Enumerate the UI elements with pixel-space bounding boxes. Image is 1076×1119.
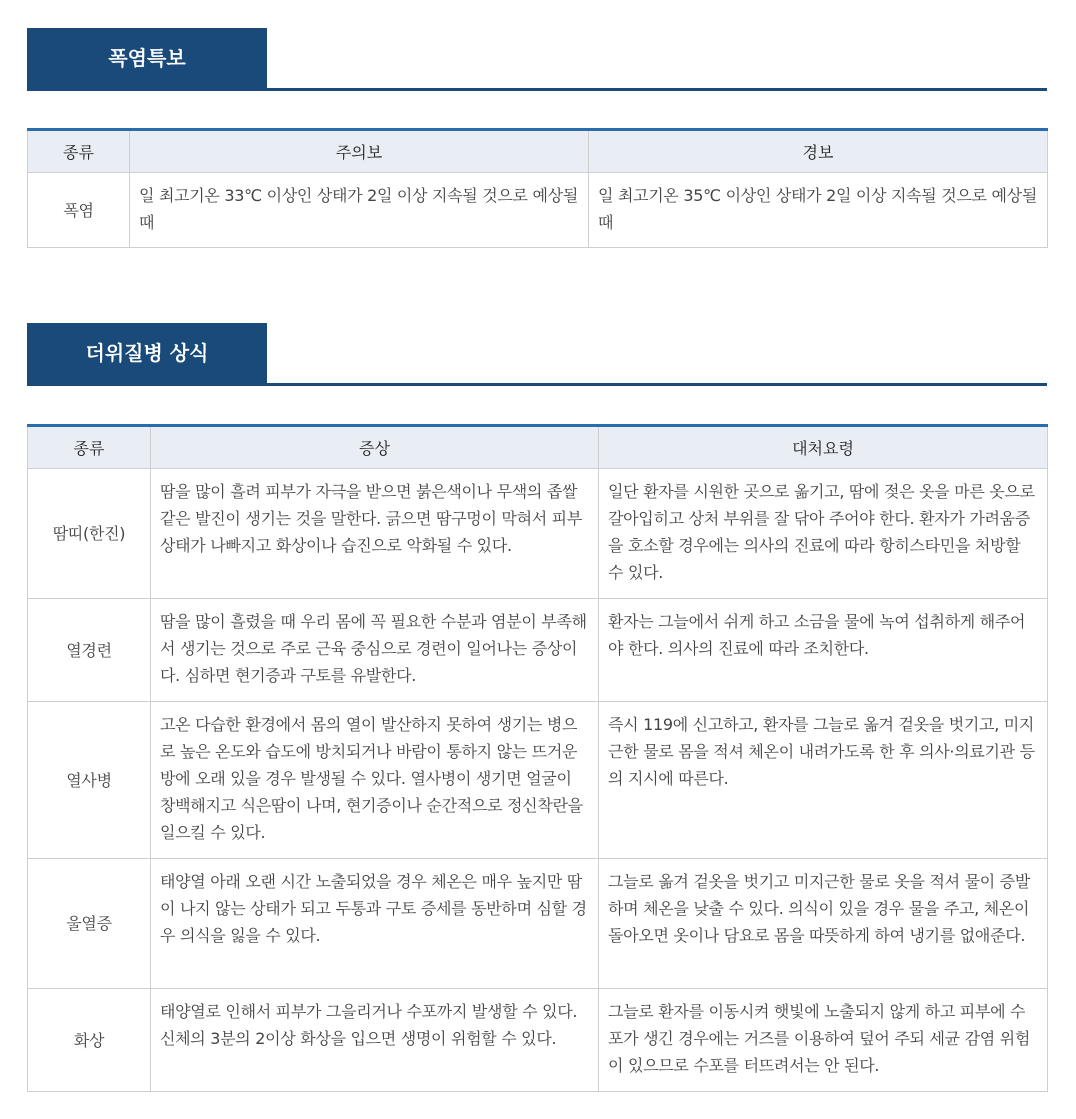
table-header-row bbox=[28, 426, 1048, 469]
table-row bbox=[28, 599, 1048, 702]
warning-criteria: 일 최고기온 35℃ 이상인 상태가 2일 이상 지속될 것으로 예상될 때 bbox=[589, 173, 1048, 248]
response-text: 그늘로 옮겨 겉옷을 벗기고 미지근한 물로 옷을 적셔 물이 증발하며 체온을 낮출 수 있다. 의식이 있을 경우 물을 주고, 체온이 돌아오면 옷이나 담요로 몸을 따뜻하게 하여 냉기를 없애준다. bbox=[599, 859, 1048, 989]
response-text: 환자는 그늘에서 쉬게 하고 소금을 물에 녹여 섭취하게 해주어야 한다. 의사의 진료에 따라 조치한다. bbox=[599, 599, 1048, 702]
response-text: 즉시 119에 신고하고, 환자를 그늘로 옮겨 겉옷을 벗기고, 미지근한 물로 몸을 적셔 체온이 내려가도록 한 후 의사·의료기관 등의 지시에 따른다. bbox=[599, 702, 1048, 859]
column-header-type: 종류 bbox=[28, 426, 151, 469]
heat-advisory-title: 폭염특보 bbox=[27, 28, 267, 88]
heat-illness-table bbox=[27, 424, 1048, 1092]
symptom-text: 고온 다습한 환경에서 몸의 열이 발산하지 못하여 생기는 병으로 높은 온도와 습도에 방치되거나 바람이 통하지 않는 뜨거운 방에 오래 있을 경우 발생될 수 있다. 열사병이 생기면 얼굴이 창백해지고 식은땀이 나며, 현기증이나 순간적으로 정신착란을 일으킬 수 있다. bbox=[151, 702, 599, 859]
symptom-text: 태양열 아래 오랜 시간 노출되었을 경우 체온은 매우 높지만 땀이 나지 않는 상태가 되고 두통과 구토 증세를 동반하며 심할 경우 의식을 잃을 수 있다. bbox=[151, 859, 599, 989]
symptom-text: 땀을 많이 흘려 피부가 자극을 받으면 붉은색이나 무색의 좁쌀 같은 발진이 생기는 것을 말한다. 긁으면 땀구멍이 막혀서 피부 상태가 나빠지고 화상이나 습진으로 악화될 수 있다. bbox=[151, 469, 599, 599]
row-type: 폭염 bbox=[28, 173, 130, 248]
response-text: 일단 환자를 시원한 곳으로 옮기고, 땀에 젖은 옷을 마른 옷으로 갈아입히고 상처 부위를 잘 닦아 주어야 한다. 환자가 가려움증을 호소할 경우에는 의사의 진료에 따라 항히스타민을 처방할 수 있다. bbox=[599, 469, 1048, 599]
symptom-text: 태양열로 인해서 피부가 그을리거나 수포까지 발생할 수 있다. 신체의 3분의 2이상 화상을 입으면 생명이 위험할 수 있다. bbox=[151, 989, 599, 1092]
row-type: 울열증 bbox=[28, 859, 151, 989]
column-header-symptom: 증상 bbox=[151, 426, 599, 469]
table-header-row bbox=[28, 130, 1048, 173]
column-header-warning: 경보 bbox=[589, 130, 1048, 173]
column-header-advisory: 주의보 bbox=[130, 130, 589, 173]
column-header-type: 종류 bbox=[28, 130, 130, 173]
heat-advisory-table bbox=[27, 128, 1048, 248]
heat-illness-title: 더위질병 상식 bbox=[27, 323, 267, 383]
row-type: 열경련 bbox=[28, 599, 151, 702]
advisory-criteria: 일 최고기온 33℃ 이상인 상태가 2일 이상 지속될 것으로 예상될 때 bbox=[130, 173, 589, 248]
heat-illness-section bbox=[27, 323, 1047, 1092]
row-type: 땀띠(한진) bbox=[28, 469, 151, 599]
table-row bbox=[28, 173, 1048, 248]
table-row bbox=[28, 989, 1048, 1092]
symptom-text: 땀을 많이 흘렸을 때 우리 몸에 꼭 필요한 수분과 염분이 부족해서 생기는 것으로 주로 근육 중심으로 경련이 일어나는 증상이다. 심하면 현기증과 구토를 유발한다. bbox=[151, 599, 599, 702]
table-row bbox=[28, 859, 1048, 989]
row-type: 화상 bbox=[28, 989, 151, 1092]
table-row bbox=[28, 702, 1048, 859]
heat-advisory-section bbox=[27, 28, 1047, 248]
heat-advisory-header bbox=[27, 28, 1047, 91]
response-text: 그늘로 환자를 이동시켜 햇빛에 노출되지 않게 하고 피부에 수포가 생긴 경우에는 거즈를 이용하여 덮어 주되 세균 감염 위험이 있으므로 수포를 터뜨려서는 안 된다. bbox=[599, 989, 1048, 1092]
row-type: 열사병 bbox=[28, 702, 151, 859]
column-header-response: 대처요령 bbox=[599, 426, 1048, 469]
table-row bbox=[28, 469, 1048, 599]
heat-illness-header bbox=[27, 323, 1047, 386]
